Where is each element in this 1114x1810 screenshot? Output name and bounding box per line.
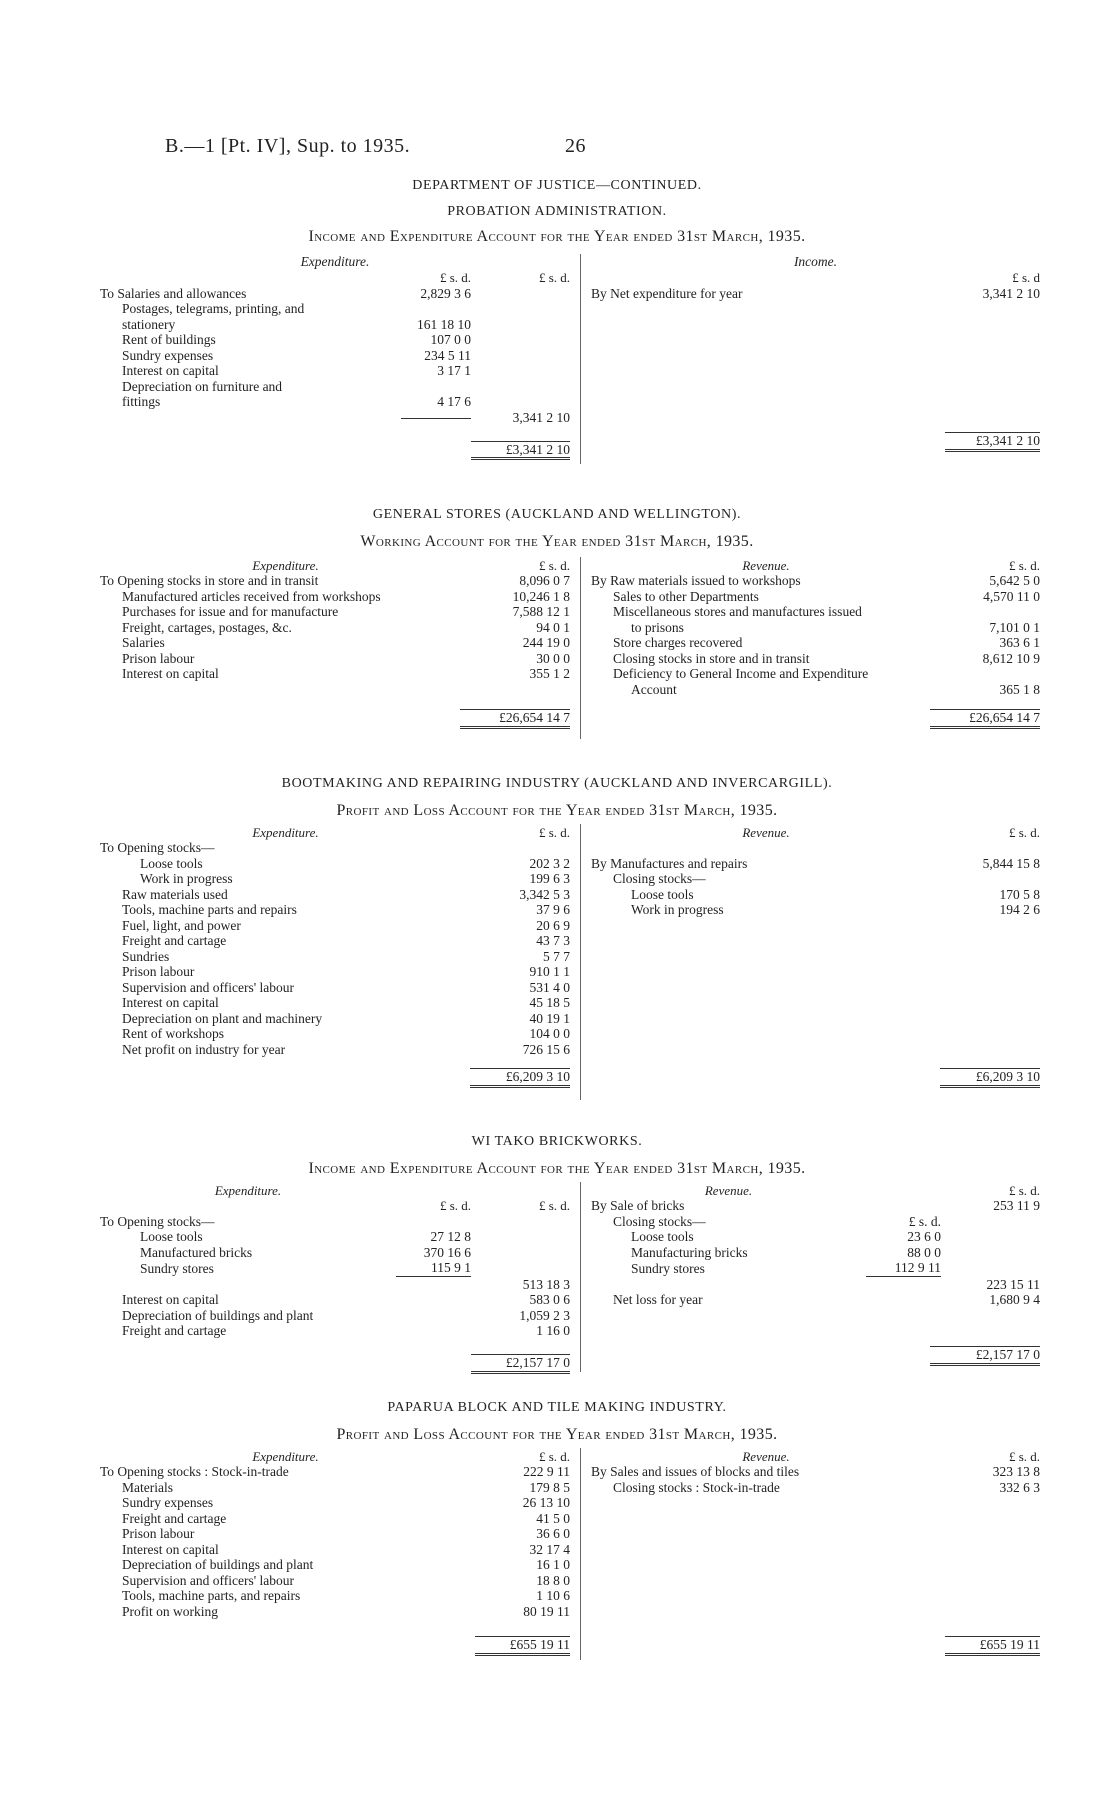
table-row: Depreciation of buildings and plant 1,059 2 3 — [122, 1307, 570, 1323]
table-row: Sundries 5 7 7 — [122, 948, 570, 964]
table-row: Sundry expenses 26 13 10 — [122, 1495, 570, 1510]
table-row: By Manufactures and repairs 5,844 15 8 — [591, 855, 1040, 871]
page-header — [165, 135, 586, 158]
table-row: Freight and cartage 43 7 3 — [122, 933, 570, 948]
paparua-revenue — [581, 1448, 1040, 1660]
total-row: £6,209 3 10 — [470, 1069, 570, 1087]
table-row: To Opening stocks— — [100, 1213, 215, 1229]
brickworks-subtitle: Income and Expenditure Account for the Year ended 31st March, 1935. — [308, 1160, 806, 1177]
table-row: Depreciation of buildings and plant 16 1 0 — [122, 1557, 570, 1572]
expenditure-heading: Expenditure. — [252, 557, 319, 573]
table-row: Deficiency to General Income and Expenditure — [613, 666, 869, 681]
table-row: Fuel, light, and power 20 6 9 — [122, 917, 570, 933]
brickworks-account — [100, 1182, 1040, 1372]
table-row: Profit on working 80 19 11 — [122, 1603, 570, 1619]
bootmaking-revenue — [581, 824, 1040, 1100]
currency-header: £ s. d. — [1008, 1182, 1040, 1198]
probation-subtitle: Income and Expenditure Account for the Year ended 31st March, 1935. — [308, 228, 806, 245]
currency-header: £ s. d — [1012, 270, 1040, 285]
table-row: Closing stocks in store and in transit 8,612 10 9 — [613, 650, 1040, 666]
currency-header: £ s. d. — [1008, 1448, 1040, 1464]
table-row: Net loss for year 1,680 9 4 — [613, 1292, 1040, 1307]
table-row: Supervision and officers' labour 18 8 0 — [122, 1572, 570, 1588]
table-row: Sales to other Departments 4,570 11 0 — [613, 588, 1040, 604]
currency-header: £ s. d. — [439, 1198, 471, 1213]
brickworks-expenditure — [100, 1182, 581, 1372]
table-row: Interest on capital 355 1 2 — [122, 666, 570, 681]
expenditure-heading: Expenditure. — [300, 254, 370, 269]
general-stores-title: GENERAL STORES (AUCKLAND AND WELLINGTON). — [372, 507, 742, 522]
table-row: Work in progress 199 6 3 — [140, 871, 570, 886]
paparua-expenditure — [100, 1448, 581, 1660]
table-row: Loose tools 170 5 8 — [631, 886, 1040, 902]
probation-income — [581, 254, 1040, 464]
currency-header: £ s. d. — [538, 824, 570, 840]
currency-header: £ s. d. — [908, 1213, 941, 1229]
table-row: Sundry stores 115 9 1 — [140, 1260, 471, 1276]
table-row: To Opening stocks : Stock-in-trade 222 9 11 — [100, 1464, 570, 1479]
table-row: Rent of buildings 107 0 0 — [122, 332, 471, 347]
currency-header: £ s. d. — [1008, 557, 1040, 573]
table-row: To Opening stocks— — [100, 840, 215, 855]
department-title: DEPARTMENT OF JUSTICE—CONTINUED. — [412, 178, 702, 193]
table-row: Freight, cartages, postages, &c. 94 0 1 — [122, 619, 570, 635]
table-row: To Opening stocks in store and in transit 8,096 0 7 — [100, 573, 570, 588]
bootmaking-expenditure — [100, 824, 581, 1100]
currency-header: £ s. d. — [538, 1448, 570, 1464]
currency-header: £ s. d. — [1008, 824, 1040, 840]
probation-account — [100, 254, 1040, 464]
general-stores-account — [100, 557, 1040, 739]
table-row: Miscellaneous stores and manufactures issued — [613, 604, 862, 619]
table-row: Rent of workshops 104 0 0 — [122, 1026, 570, 1041]
subtotal-row: 3,341 2 10 — [100, 410, 570, 426]
currency-header: £ s. d. — [538, 1198, 570, 1213]
table-row: Postages, telegrams, printing, and — [122, 301, 305, 316]
table-row: Loose tools 27 12 8 — [140, 1229, 471, 1244]
table-row: Loose tools 23 6 0 — [631, 1229, 941, 1244]
total-row: £655 19 11 — [945, 1637, 1040, 1655]
income-heading: Income. — [793, 254, 838, 269]
table-row: Depreciation on plant and machinery 40 19 1 — [122, 1010, 570, 1026]
document-reference: B.—1 [Pt. IV], Sup. to 1935. — [165, 135, 411, 157]
currency-header: £ s. d. — [538, 557, 570, 573]
revenue-heading: Revenue. — [704, 1182, 753, 1198]
expenditure-heading: Expenditure. — [252, 824, 319, 840]
general-stores-subtitle: Working Account for the Year ended 31st March, 1935. — [360, 533, 754, 550]
paparua-title: PAPARUA BLOCK AND TILE MAKING INDUSTRY. — [387, 1400, 727, 1415]
table-row: Materials 179 8 5 — [122, 1479, 570, 1495]
revenue-heading: Revenue. — [742, 1448, 790, 1464]
table-row: Manufactured bricks 370 16 6 — [140, 1244, 471, 1260]
subtotal-row: 223 15 11 — [591, 1276, 1040, 1292]
bootmaking-account — [100, 824, 1040, 1100]
paparua-account — [100, 1448, 1040, 1660]
table-row: Interest on capital 3 17 1 — [122, 363, 471, 378]
table-row: Work in progress 194 2 6 — [631, 902, 1040, 917]
table-row: Freight and cartage 41 5 0 — [122, 1510, 570, 1526]
total-row: £26,654 14 7 — [930, 710, 1040, 728]
table-row: By Raw materials issued to workshops 5,642 5 0 — [591, 573, 1040, 588]
total-row: £3,341 2 10 — [100, 441, 570, 459]
table-row: Interest on capital 32 17 4 — [122, 1541, 570, 1557]
table-row: Closing stocks : Stock-in-trade 332 6 3 — [613, 1479, 1040, 1495]
table-row: Closing stocks— — [613, 871, 706, 886]
total-row: £6,209 3 10 — [940, 1069, 1040, 1087]
expenditure-heading: Expenditure. — [214, 1182, 282, 1198]
table-row: Manufacturing bricks 88 0 0 — [631, 1244, 941, 1260]
table-row: Purchases for issue and for manufacture 7,588 12 1 — [122, 604, 570, 619]
general-stores-revenue — [581, 557, 1040, 739]
bootmaking-title: BOOTMAKING AND REPAIRING INDUSTRY (AUCKLAND AND INVERCARGILL). — [281, 776, 833, 791]
brickworks-title: WI TAKO BRICKWORKS. — [471, 1134, 643, 1149]
table-row: Prison labour 910 1 1 — [122, 964, 570, 979]
general-stores-expenditure — [100, 557, 581, 739]
total-row: £2,157 17 0 — [930, 1347, 1040, 1365]
total-row: £3,341 2 10 — [945, 433, 1040, 451]
table-row: Loose tools 202 3 2 — [140, 855, 570, 871]
probation-title: PROBATION ADMINISTRATION. — [447, 204, 667, 219]
table-row: Account 365 1 8 — [631, 681, 1040, 697]
table-row: Tools, machine parts, and repairs 1 10 6 — [122, 1588, 570, 1603]
brickworks-revenue — [581, 1182, 1040, 1372]
expenditure-heading: Expenditure. — [252, 1448, 319, 1464]
total-row: £26,654 14 7 — [460, 710, 570, 728]
table-row: Store charges recovered 363 6 1 — [613, 635, 1040, 650]
page-number: 26 — [565, 135, 586, 157]
table-row: Sundry stores 112 9 11 — [631, 1260, 941, 1276]
currency-header: £ s. d. — [538, 270, 570, 285]
revenue-heading: Revenue. — [742, 557, 790, 573]
table-row: Prison labour 36 6 0 — [122, 1526, 570, 1541]
table-row: By Sale of bricks 253 11 9 — [591, 1198, 1040, 1213]
table-row: Supervision and officers' labour 531 4 0 — [122, 979, 570, 995]
table-row: fittings 4 17 6 — [122, 394, 471, 409]
total-row: £655 19 11 — [475, 1637, 570, 1655]
table-row: Tools, machine parts and repairs 37 9 6 — [122, 902, 570, 917]
table-row: Salaries 244 19 0 — [122, 635, 570, 650]
table-row: Raw materials used 3,342 5 3 — [122, 886, 570, 902]
table-row: To Salaries and allowances 2,829 3 6 — [100, 285, 471, 301]
paparua-subtitle: Profit and Loss Account for the Year ended 31st March, 1935. — [336, 1426, 778, 1443]
table-row: Depreciation on furniture and — [122, 378, 283, 394]
table-row: stationery 161 18 10 — [122, 316, 471, 332]
table-row: Freight and cartage 1 16 0 — [122, 1323, 570, 1338]
table-row: Net profit on industry for year 726 15 6 — [122, 1041, 570, 1057]
probation-expenditure — [100, 254, 581, 464]
table-row: Sundry expenses 234 5 11 — [122, 347, 471, 363]
revenue-heading: Revenue. — [742, 824, 790, 840]
table-row: Interest on capital 583 0 6 — [122, 1292, 570, 1307]
bootmaking-subtitle: Profit and Loss Account for the Year ended 31st March, 1935. — [336, 802, 778, 819]
subtotal-row: 513 18 3 — [100, 1276, 570, 1292]
table-row: Prison labour 30 0 0 — [122, 650, 570, 666]
total-row: £2,157 17 0 — [100, 1355, 570, 1373]
table-row: to prisons 7,101 0 1 — [631, 619, 1040, 635]
table-row: Manufactured articles received from workshops 10,246 1 8 — [122, 588, 570, 604]
table-row: Interest on capital 45 18 5 — [122, 995, 570, 1010]
table-row: By Net expenditure for year 3,341 2 10 — [591, 285, 1040, 301]
table-row: By Sales and issues of blocks and tiles 323 13 8 — [591, 1464, 1040, 1479]
table-row: Closing stocks— £ s. d. — [613, 1213, 941, 1229]
currency-header: £ s. d. — [439, 270, 471, 285]
